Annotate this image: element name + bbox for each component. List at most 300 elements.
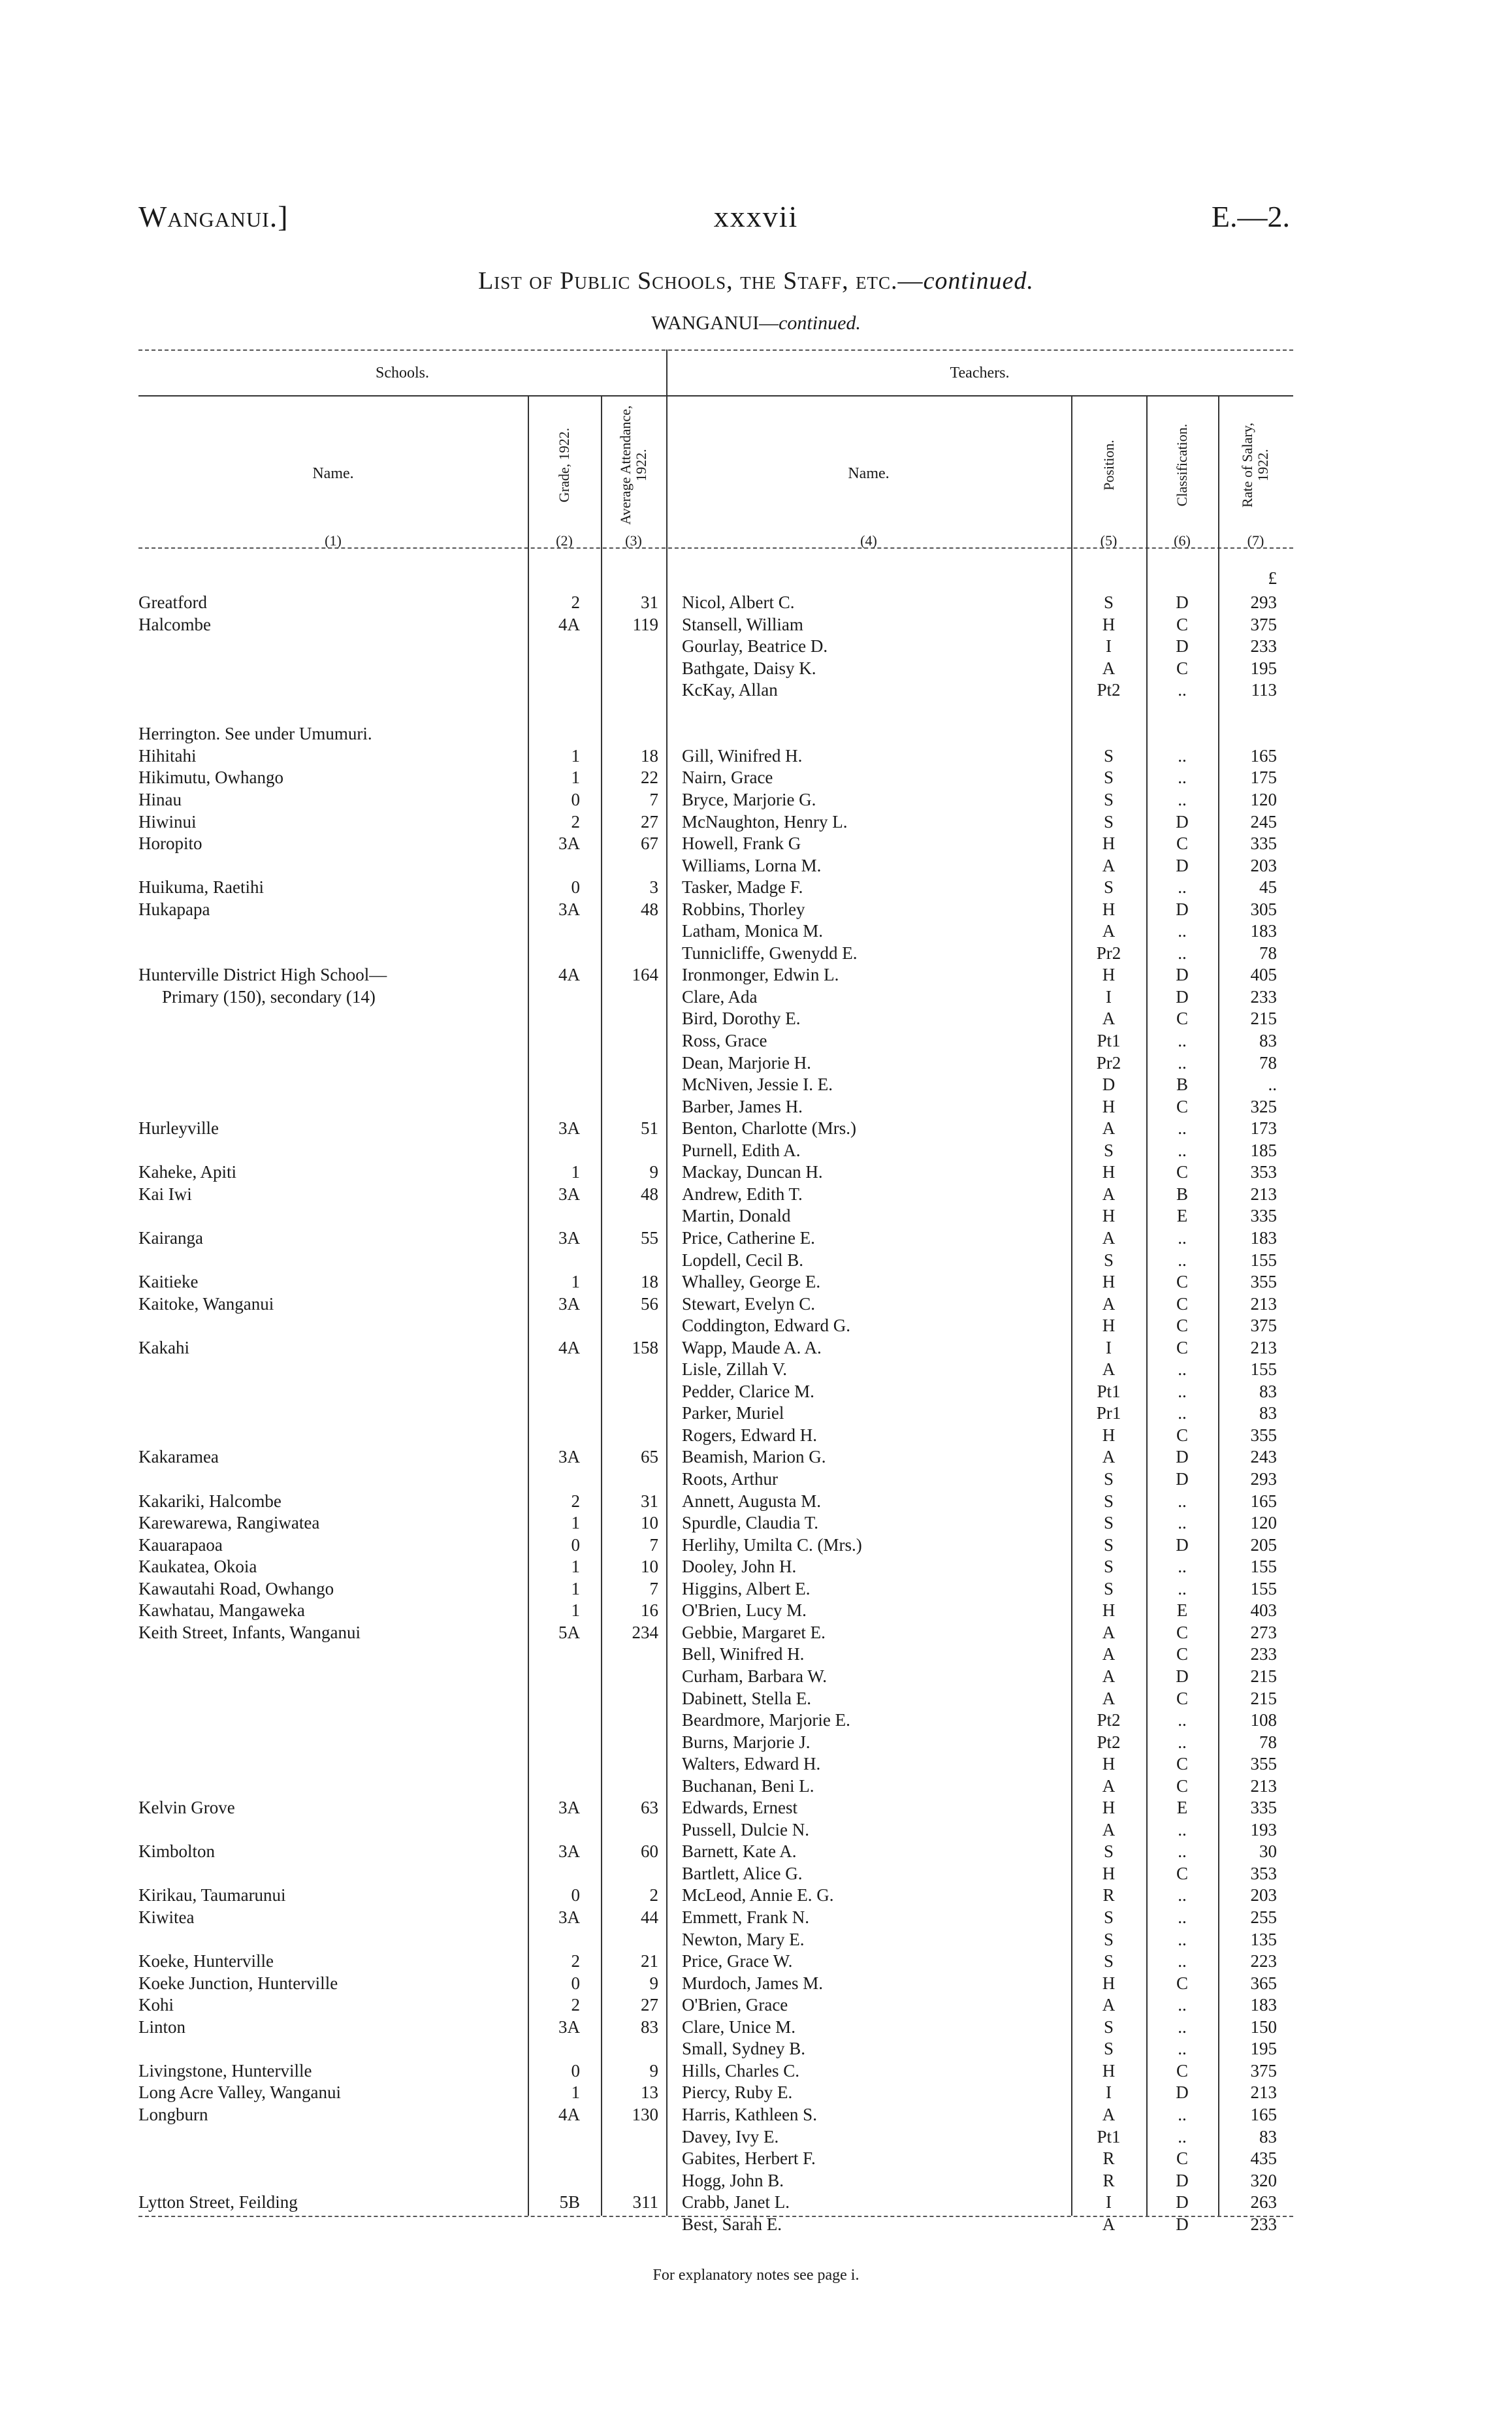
- teacher-name: Piercy, Ruby E.: [682, 2082, 793, 2102]
- teacher-name: Clare, Ada: [682, 987, 758, 1007]
- teacher-salary: 205: [1250, 1535, 1277, 1555]
- teacher-salary: 375: [1250, 1316, 1277, 1335]
- school-grade: 0: [571, 877, 580, 897]
- teacher-salary: 120: [1250, 790, 1277, 809]
- teacher-classification: C: [1176, 1864, 1188, 1883]
- teacher-classification: ..: [1178, 1053, 1187, 1073]
- teacher-classification: C: [1176, 1776, 1188, 1796]
- teacher-position: R: [1102, 1885, 1115, 1905]
- teacher-salary: 305: [1250, 899, 1277, 919]
- school-grade: 3A: [558, 1228, 580, 1248]
- teacher-salary: 83: [1259, 2127, 1277, 2146]
- teacher-position: I: [1106, 2082, 1112, 2102]
- col-separator-schools-teachers: [666, 349, 668, 2216]
- teacher-name: Spurdle, Claudia T.: [682, 1513, 818, 1532]
- teacher-name: Nairn, Grace: [682, 768, 773, 787]
- teacher-name: Latham, Monica M.: [682, 921, 823, 941]
- school-name: Kauarapaoa: [138, 1535, 223, 1555]
- teacher-position: H: [1102, 1206, 1116, 1225]
- teacher-position: S: [1103, 1930, 1114, 1949]
- teacher-classification: ..: [1178, 1732, 1187, 1752]
- school-grade: 3A: [558, 1447, 580, 1466]
- teacher-classification: C: [1176, 1162, 1188, 1182]
- school-attendance: 83: [641, 2017, 658, 2037]
- teacher-position: H: [1102, 1864, 1116, 1883]
- teacher-position: A: [1102, 1359, 1116, 1379]
- teacher-classification: D: [1176, 987, 1189, 1007]
- school-attendance: 7: [649, 1579, 658, 1598]
- teacher-position: S: [1103, 746, 1114, 766]
- teacher-position: A: [1102, 1776, 1116, 1796]
- teacher-salary: 185: [1250, 1141, 1277, 1160]
- school-grade: 3A: [558, 1294, 580, 1314]
- teacher-name: McNaughton, Henry L.: [682, 812, 848, 832]
- school-name: Karewarewa, Rangiwatea: [138, 1513, 320, 1532]
- teacher-name: Coddington, Edward G.: [682, 1316, 850, 1335]
- school-name: Kirikau, Taumarunui: [138, 1885, 286, 1905]
- school-grade: 0: [571, 2061, 580, 2081]
- school-attendance: 27: [641, 812, 658, 832]
- school-grade: 2: [571, 812, 580, 832]
- teacher-position: Pr2: [1096, 1053, 1121, 1073]
- teacher-salary: 223: [1250, 1951, 1277, 1971]
- school-name: Primary (150), secondary (14): [162, 987, 376, 1007]
- school-attendance: 48: [641, 1184, 658, 1204]
- page-number: xxxvii: [713, 200, 799, 233]
- col-header-attendance: Average Attendance, 1922.: [617, 405, 649, 525]
- teacher-name: Dean, Marjorie H.: [682, 1053, 811, 1073]
- school-name: Kaitieke: [138, 1272, 199, 1291]
- teacher-position: I: [1106, 987, 1112, 1007]
- teacher-position: A: [1102, 2105, 1116, 2124]
- teacher-name: Stansell, William: [682, 615, 803, 634]
- teacher-position: S: [1103, 1513, 1114, 1532]
- teacher-name: Wapp, Maude A. A.: [682, 1338, 822, 1357]
- teacher-name: Gabites, Herbert F.: [682, 2148, 816, 2168]
- teacher-salary: 173: [1250, 1118, 1277, 1138]
- school-grade: 5B: [559, 2192, 580, 2212]
- teacher-salary: 108: [1250, 1710, 1277, 1730]
- teacher-position: H: [1102, 1973, 1116, 1993]
- teacher-salary: 405: [1250, 965, 1277, 984]
- teacher-position: A: [1102, 1689, 1116, 1708]
- teacher-classification: ..: [1178, 1579, 1187, 1598]
- teacher-name: Barber, James H.: [682, 1097, 803, 1116]
- school-grade: 1: [571, 746, 580, 766]
- teacher-salary: 213: [1250, 1294, 1277, 1314]
- teacher-name: McLeod, Annie E. G.: [682, 1885, 834, 1905]
- teacher-salary: 355: [1250, 1754, 1277, 1774]
- teacher-classification: ..: [1178, 1820, 1187, 1839]
- teacher-position: H: [1102, 1316, 1116, 1335]
- teacher-classification: ..: [1178, 1951, 1187, 1971]
- teacher-name: O'Brien, Lucy M.: [682, 1600, 807, 1620]
- teacher-name: Ironmonger, Edwin L.: [682, 965, 839, 984]
- teacher-name: Lopdell, Cecil B.: [682, 1250, 803, 1270]
- teacher-position: A: [1102, 1228, 1116, 1248]
- school-grade: 1: [571, 1600, 580, 1620]
- teacher-name: Hogg, John B.: [682, 2171, 784, 2190]
- teacher-salary: 83: [1259, 1403, 1277, 1423]
- school-name: Kaukatea, Okoia: [138, 1557, 257, 1576]
- teacher-classification: D: [1176, 1666, 1189, 1686]
- teacher-classification: ..: [1178, 1491, 1187, 1511]
- teacher-salary: 353: [1250, 1864, 1277, 1883]
- col-number-2: (2): [556, 532, 573, 549]
- teacher-position: A: [1102, 1644, 1116, 1664]
- teacher-classification: ..: [1178, 1930, 1187, 1949]
- teacher-position: H: [1102, 1097, 1116, 1116]
- teacher-classification: C: [1176, 1425, 1188, 1445]
- teacher-name: Tasker, Madge F.: [682, 877, 803, 897]
- teacher-name: Dooley, John H.: [682, 1557, 797, 1576]
- teacher-classification: ..: [1178, 1031, 1187, 1050]
- teacher-salary: 353: [1250, 1162, 1277, 1182]
- teacher-position: S: [1103, 790, 1114, 809]
- school-attendance: 119: [632, 615, 658, 634]
- table-title-continued: continued.: [923, 267, 1034, 295]
- teacher-name: Harris, Kathleen S.: [682, 2105, 817, 2124]
- teacher-classification: ..: [1178, 1359, 1187, 1379]
- teacher-position: A: [1102, 1184, 1116, 1204]
- school-attendance: 31: [641, 592, 658, 612]
- school-attendance: 22: [641, 768, 658, 787]
- teacher-position: A: [1102, 1820, 1116, 1839]
- school-name: Kaitoke, Wanganui: [138, 1294, 274, 1314]
- school-name: Kakariki, Halcombe: [138, 1491, 281, 1511]
- teacher-position: S: [1103, 812, 1114, 832]
- school-grade: 4A: [558, 2105, 580, 2124]
- teacher-salary: 375: [1250, 615, 1277, 634]
- school-attendance: 9: [649, 1973, 658, 1993]
- school-name: Koeke Junction, Hunterville: [138, 1973, 338, 1993]
- teacher-name: Bathgate, Daisy K.: [682, 658, 816, 678]
- school-name: Keith Street, Infants, Wanganui: [138, 1623, 361, 1642]
- teacher-position: H: [1102, 1754, 1116, 1774]
- teacher-salary: 135: [1250, 1930, 1277, 1949]
- school-attendance: 130: [632, 2105, 658, 2124]
- teacher-salary: 183: [1250, 1995, 1277, 2015]
- teacher-salary: 45: [1259, 877, 1277, 897]
- teacher-name: Crabb, Janet L.: [682, 2192, 790, 2212]
- teacher-classification: ..: [1178, 877, 1187, 897]
- teacher-classification: E: [1176, 1600, 1188, 1620]
- school-name: Hinau: [138, 790, 182, 809]
- school-attendance: 10: [641, 1557, 658, 1576]
- currency-symbol: £: [1268, 568, 1277, 588]
- teacher-classification: C: [1176, 1316, 1188, 1335]
- teacher-classification: C: [1176, 1623, 1188, 1642]
- teacher-position: S: [1103, 1579, 1114, 1598]
- teacher-salary: 233: [1250, 1644, 1277, 1664]
- teacher-salary: 165: [1250, 2105, 1277, 2124]
- teacher-salary: 355: [1250, 1425, 1277, 1445]
- teacher-salary: 245: [1250, 812, 1277, 832]
- teacher-position: S: [1103, 1250, 1114, 1270]
- teacher-name: Dabinett, Stella E.: [682, 1689, 811, 1708]
- teacher-salary: 215: [1250, 1689, 1277, 1708]
- school-attendance: 2: [649, 1885, 658, 1905]
- teacher-position: H: [1102, 834, 1116, 853]
- teacher-classification: D: [1176, 636, 1189, 656]
- teacher-position: Pt2: [1097, 1732, 1121, 1752]
- col-header-classification: Classification.: [1174, 423, 1190, 507]
- school-attendance: 55: [641, 1228, 658, 1248]
- teacher-classification: C: [1176, 1973, 1188, 1993]
- col-header-teacher-name: Name.: [848, 465, 890, 482]
- teacher-name: Nicol, Albert C.: [682, 592, 795, 612]
- school-attendance: 7: [649, 790, 658, 809]
- teacher-name: Edwards, Ernest: [682, 1798, 797, 1817]
- school-attendance: 18: [641, 746, 658, 766]
- teacher-position: A: [1102, 1294, 1116, 1314]
- teacher-name: Pussell, Dulcie N.: [682, 1820, 809, 1839]
- teacher-salary: 203: [1250, 856, 1277, 875]
- teacher-classification: C: [1176, 1644, 1188, 1664]
- teacher-classification: E: [1176, 1206, 1188, 1225]
- teacher-name: Parker, Muriel: [682, 1403, 784, 1423]
- teacher-salary: 335: [1250, 1206, 1277, 1225]
- table-top-rule: [138, 349, 1293, 351]
- school-name: Greatford: [138, 592, 207, 612]
- teacher-salary: 83: [1259, 1031, 1277, 1050]
- teacher-name: Clare, Unice M.: [682, 2017, 796, 2037]
- school-name: Kimbolton: [138, 1841, 216, 1861]
- teacher-salary: 203: [1250, 1885, 1277, 1905]
- teacher-salary: 165: [1250, 746, 1277, 766]
- col-header-position: Position.: [1101, 440, 1117, 491]
- teacher-name: Bird, Dorothy E.: [682, 1009, 801, 1028]
- teacher-classification: D: [1176, 2171, 1189, 2190]
- col-header-grade: Grade, 1922.: [556, 427, 572, 503]
- school-attendance: 44: [641, 1907, 658, 1927]
- teacher-classification: D: [1176, 1535, 1189, 1555]
- col-header-school-name: Name.: [312, 465, 354, 482]
- teacher-salary: 213: [1250, 1776, 1277, 1796]
- col-number-4: (4): [860, 532, 877, 549]
- teacher-classification: ..: [1178, 746, 1187, 766]
- teacher-name: Annett, Augusta M.: [682, 1491, 821, 1511]
- teacher-name: Best, Sarah E.: [682, 2214, 782, 2234]
- teacher-position: Pt1: [1097, 2127, 1121, 2146]
- teacher-classification: ..: [1178, 1250, 1187, 1270]
- teacher-classification: C: [1176, 1338, 1188, 1357]
- teacher-salary: 30: [1259, 1841, 1277, 1861]
- col-number-3: (3): [625, 532, 642, 549]
- teacher-salary: 243: [1250, 1447, 1277, 1466]
- teacher-position: A: [1102, 658, 1116, 678]
- school-attendance: 48: [641, 899, 658, 919]
- teacher-position: A: [1102, 1118, 1116, 1138]
- teacher-name: Martin, Donald: [682, 1206, 791, 1225]
- teacher-position: H: [1102, 1162, 1116, 1182]
- teacher-name: Gebbie, Margaret E.: [682, 1623, 826, 1642]
- teacher-name: Tunnicliffe, Gwenydd E.: [682, 943, 858, 963]
- teacher-position: S: [1103, 1469, 1114, 1489]
- teacher-salary: 233: [1250, 636, 1277, 656]
- school-grade: 4A: [558, 965, 580, 984]
- teacher-classification: ..: [1178, 768, 1187, 787]
- school-name: Kohi: [138, 1995, 174, 2015]
- school-attendance: 65: [641, 1447, 658, 1466]
- school-grade: 2: [571, 1951, 580, 1971]
- teacher-salary: 375: [1250, 2061, 1277, 2081]
- table-subtitle-continued: continued.: [779, 312, 861, 334]
- teacher-classification: C: [1176, 834, 1188, 853]
- teacher-position: S: [1103, 2039, 1114, 2058]
- col-header-salary: Rate of Salary, 1922.: [1239, 423, 1271, 508]
- school-grade: 3A: [558, 1798, 580, 1817]
- school-attendance: 164: [632, 965, 658, 984]
- teacher-salary: 183: [1250, 921, 1277, 941]
- school-grade: 0: [571, 790, 580, 809]
- teacher-name: Davey, Ivy E.: [682, 2127, 779, 2146]
- page-header-right: E.—2.: [1211, 200, 1290, 233]
- table-title: [0, 267, 1512, 295]
- school-name: Kakahi: [138, 1338, 189, 1357]
- school-name: Livingstone, Hunterville: [138, 2061, 312, 2081]
- teacher-salary: 193: [1250, 1820, 1277, 1839]
- teacher-salary: 195: [1250, 658, 1277, 678]
- school-grade: 1: [571, 1272, 580, 1291]
- school-grade: 2: [571, 1995, 580, 2015]
- teacher-name: Benton, Charlotte (Mrs.): [682, 1118, 856, 1138]
- school-grade: 1: [571, 1557, 580, 1576]
- school-attendance: 67: [641, 834, 658, 853]
- group-header-rule: [138, 395, 1293, 397]
- teacher-name: Rogers, Edward H.: [682, 1425, 817, 1445]
- teacher-position: R: [1102, 2148, 1115, 2168]
- school-name: Horopito: [138, 834, 202, 853]
- school-attendance: 158: [632, 1338, 658, 1357]
- teacher-name: Small, Sydney B.: [682, 2039, 806, 2058]
- teacher-name: Price, Catherine E.: [682, 1228, 815, 1248]
- school-attendance: 51: [641, 1118, 658, 1138]
- school-attendance: 10: [641, 1513, 658, 1532]
- teacher-classification: ..: [1178, 1907, 1187, 1927]
- school-grade: 3A: [558, 1184, 580, 1204]
- teacher-classification: D: [1176, 1447, 1189, 1466]
- school-grade: 3A: [558, 2017, 580, 2037]
- teacher-name: Walters, Edward H.: [682, 1754, 821, 1774]
- school-name: Koeke, Hunterville: [138, 1951, 274, 1971]
- school-attendance: 56: [641, 1294, 658, 1314]
- teacher-classification: D: [1176, 812, 1189, 832]
- teacher-classification: ..: [1178, 1228, 1187, 1248]
- teacher-name: Hills, Charles C.: [682, 2061, 799, 2081]
- teacher-salary: 175: [1250, 768, 1277, 787]
- teacher-name: KcKay, Allan: [682, 680, 778, 700]
- teacher-name: Gourlay, Beatrice D.: [682, 636, 828, 656]
- school-grade: 3A: [558, 1907, 580, 1927]
- teacher-position: S: [1103, 592, 1114, 612]
- teacher-position: Pr2: [1096, 943, 1121, 963]
- teacher-position: H: [1102, 615, 1116, 634]
- school-name: Long Acre Valley, Wanganui: [138, 2082, 341, 2102]
- school-grade: 2: [571, 592, 580, 612]
- teacher-position: R: [1102, 2171, 1115, 2190]
- school-name: Hikimutu, Owhango: [138, 768, 283, 787]
- teacher-salary: 403: [1250, 1600, 1277, 1620]
- school-name: Kiwitea: [138, 1907, 195, 1927]
- school-grade: 3A: [558, 834, 580, 853]
- group-header-schools: Schools.: [375, 364, 429, 381]
- school-grade: 0: [571, 1973, 580, 1993]
- school-attendance: 9: [649, 1162, 658, 1182]
- teacher-name: Murdoch, James M.: [682, 1973, 823, 1993]
- teacher-name: Higgins, Albert E.: [682, 1579, 811, 1598]
- school-name: Linton: [138, 2017, 185, 2037]
- school-attendance: 63: [641, 1798, 658, 1817]
- teacher-classification: ..: [1178, 790, 1187, 809]
- teacher-classification: D: [1176, 2082, 1189, 2102]
- teacher-classification: C: [1176, 1754, 1188, 1774]
- school-grade: 4A: [558, 1338, 580, 1357]
- table-subtitle-main: WANGANUI—: [651, 312, 779, 334]
- teacher-salary: 155: [1250, 1557, 1277, 1576]
- teacher-classification: ..: [1178, 921, 1187, 941]
- col-number-5: (5): [1100, 532, 1118, 549]
- teacher-name: McNiven, Jessie I. E.: [682, 1075, 833, 1094]
- teacher-position: A: [1102, 1995, 1116, 2015]
- teacher-classification: B: [1176, 1075, 1188, 1094]
- teacher-name: Williams, Lorna M.: [682, 856, 822, 875]
- school-attendance: 31: [641, 1491, 658, 1511]
- teacher-name: Buchanan, Beni L.: [682, 1776, 814, 1796]
- school-grade: 5A: [558, 1623, 580, 1642]
- table-subtitle: [0, 312, 1512, 334]
- teacher-position: A: [1102, 1666, 1116, 1686]
- school-attendance: 27: [641, 1995, 658, 2015]
- group-header-teachers: Teachers.: [950, 364, 1010, 381]
- teacher-name: Burns, Marjorie J.: [682, 1732, 811, 1752]
- school-attendance: 13: [641, 2082, 658, 2102]
- school-grade: 3A: [558, 1118, 580, 1138]
- school-attendance: 9: [649, 2061, 658, 2081]
- school-attendance: 18: [641, 1272, 658, 1291]
- teacher-salary: 183: [1250, 1228, 1277, 1248]
- teacher-salary: 233: [1250, 2214, 1277, 2234]
- teacher-salary: 165: [1250, 1491, 1277, 1511]
- school-name: Longburn: [138, 2105, 208, 2124]
- school-attendance: 311: [632, 2192, 658, 2212]
- teacher-classification: D: [1176, 1469, 1189, 1489]
- school-name: Halcombe: [138, 615, 211, 634]
- teacher-position: S: [1103, 1535, 1114, 1555]
- teacher-salary: 293: [1250, 592, 1277, 612]
- teacher-name: Barnett, Kate A.: [682, 1841, 797, 1861]
- school-attendance: 60: [641, 1841, 658, 1861]
- teacher-salary: 335: [1250, 1798, 1277, 1817]
- teacher-position: S: [1103, 1951, 1114, 1971]
- teacher-classification: D: [1176, 965, 1189, 984]
- teacher-position: Pr1: [1096, 1403, 1121, 1423]
- school-attendance: 16: [641, 1600, 658, 1620]
- teacher-salary: 213: [1250, 2082, 1277, 2102]
- teacher-classification: C: [1176, 2061, 1188, 2081]
- teacher-name: O'Brien, Grace: [682, 1995, 788, 2015]
- teacher-salary: 263: [1250, 2192, 1277, 2212]
- page-header-left: Wanganui.]: [138, 200, 289, 233]
- school-attendance: 21: [641, 1951, 658, 1971]
- teacher-salary: 213: [1250, 1184, 1277, 1204]
- teacher-name: Curham, Barbara W.: [682, 1666, 827, 1686]
- teacher-salary: 215: [1250, 1666, 1277, 1686]
- teacher-classification: C: [1176, 1689, 1188, 1708]
- teacher-position: H: [1102, 2061, 1116, 2081]
- school-grade: 1: [571, 1162, 580, 1182]
- teacher-position: S: [1103, 1491, 1114, 1511]
